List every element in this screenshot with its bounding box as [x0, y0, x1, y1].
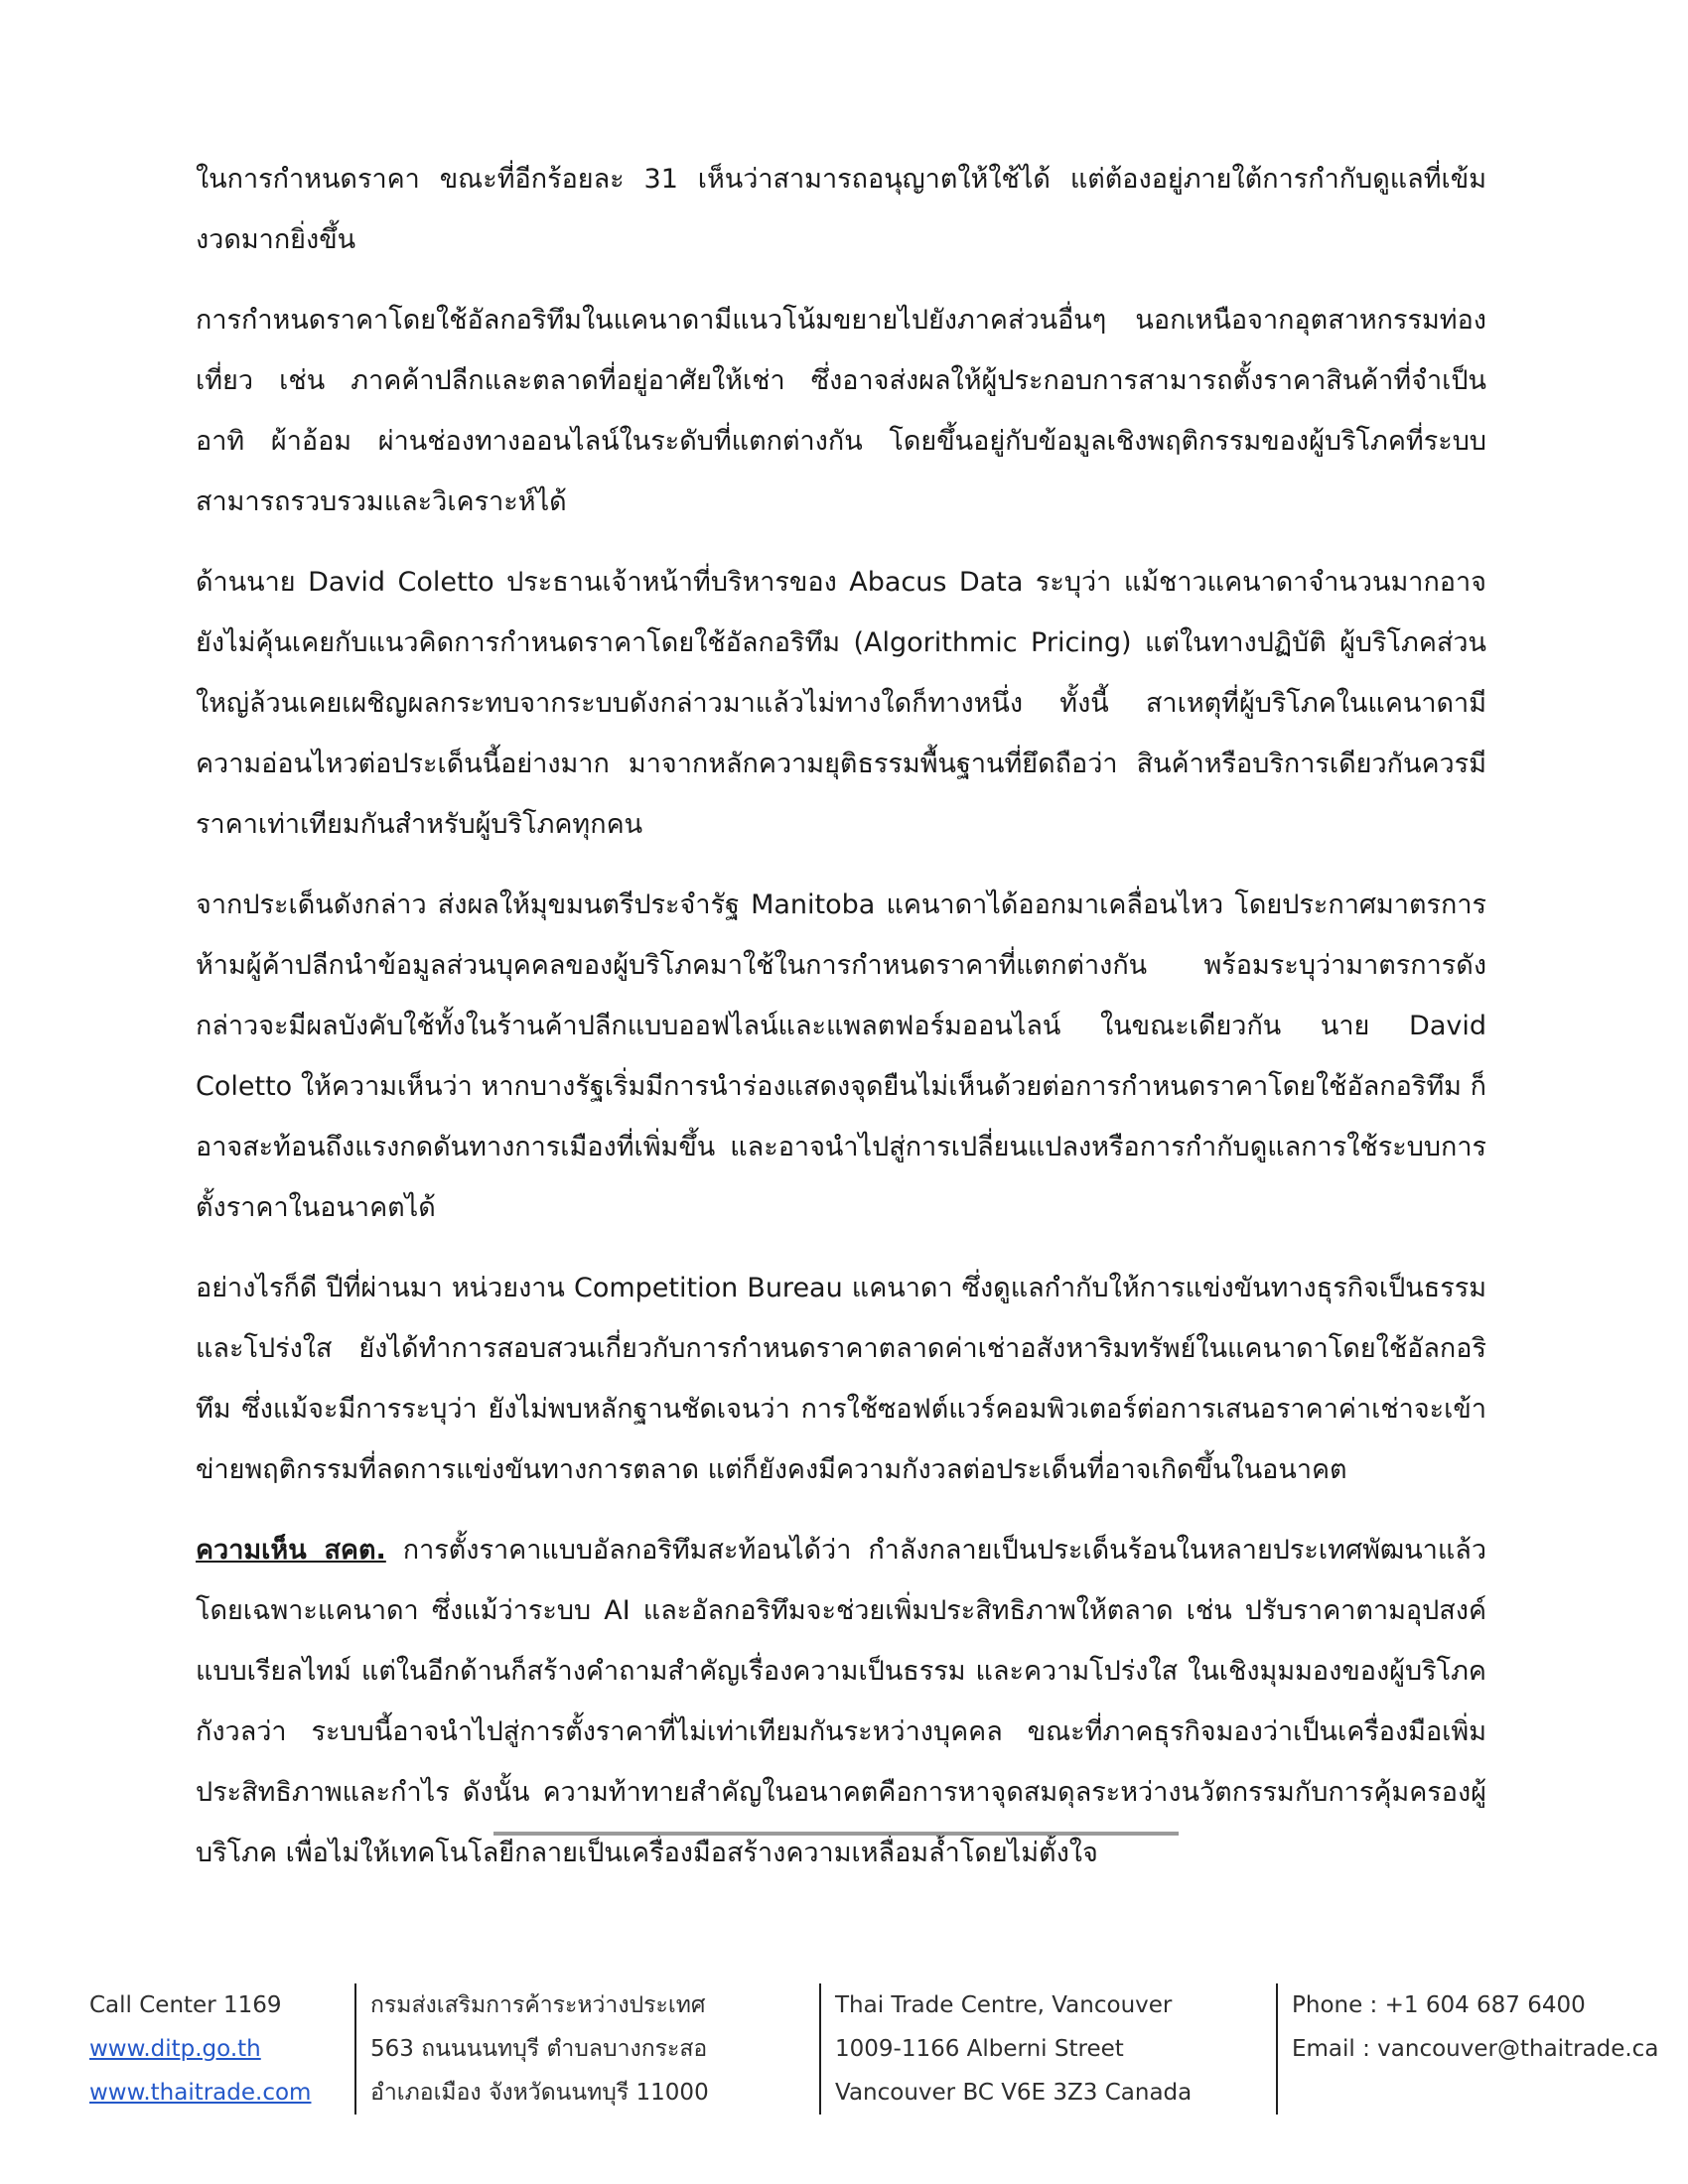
paragraph-text: การตั้งราคาแบบอัลกอริทึมสะท้อนได้ว่า กำลังกลายเป็นประเด็นร้อนในหลายประเทศพัฒนาแล้ว โดยเฉพาะแคนาดา ซึ่งแม้ว่าระบบ AI และอัลกอริทึมจะช่วยเพิ่มประสิทธิภาพให้ตลาด เช่น ปรับราคาตามอุปสงค์แบบเรียลไทม์ แต่ในอีกด้านก็สร้างคำถามสำคัญเรื่องความเป็นธรรม และความโปร่งใส ในเชิงมุมมองของผู้บริโภคกังวลว่า ระบบนี้อาจนำไปสู่การตั้งราคาที่ไม่เท่าเทียมกันระหว่างบุคคล ขณะที่ภาคธุรกิจมองว่าเป็นเครื่องมือเพิ่มประสิทธิภาพและกำไร ดังนั้น ความท้าทายสำคัญในอนาคตคือการหาจุดสมดุลระหว่างนวัตกรรมกับการคุ้มครองผู้บริโภค เพื่อไม่ให้เทคโนโลยีกลายเป็นเครื่องมือสร้างความเหลื่อมล้ำโดยไม่ตั้งใจ — [196, 1535, 1486, 1868]
paragraph-text: การกำหนดราคาโดยใช้อัลกอริทึมในแคนาดามีแนวโน้มขยายไปยังภาคส่วนอื่นๆ นอกเหนือจากอุตสาหกรรมท่องเที่ยว เช่น ภาคค้าปลีกและตลาดที่อยู่อาศัยให้เช่า ซึ่งอาจส่งผลให้ผู้ประกอบการสามารถตั้งราคาสินค้าที่จำเป็น อาทิ ผ้าอ้อม ผ่านช่องทางออนไลน์ในระดับที่แตกต่างกัน โดยขึ้นอยู่กับข้อมูลเชิงพฤติกรรมของผู้บริโภคที่ระบบสามารถรวบรวมและวิเคราะห์ได้ — [196, 305, 1486, 517]
paragraph-text: อย่างไรก็ดี ปีที่ผ่านมา หน่วยงาน Competition Bureau แคนาดา ซึ่งดูแลกำกับให้การแข่งขันทางธุรกิจเป็นธรรมและโปร่งใส ยังได้ทำการสอบสวนเกี่ยวกับการกำหนดราคาตลาดค่าเช่าอสังหาริมทรัพย์ในแคนาดาโดยใช้อัลกอริทึม ซึ่งแม้จะมีการระบุว่า ยังไม่พบหลักฐานชัดเจนว่า การใช้ซอฟต์แวร์คอมพิวเตอร์ต่อการเสนอราคาค่าเช่าจะเข้าข่ายพฤติกรรมที่ลดการแข่งขันทางการตลาด แต่ก็ยังคงมีความกังวลต่อประเด็นที่อาจเกิดขึ้นในอนาคต — [196, 1273, 1486, 1485]
email-address: Email : vancouver@thaitrade.ca — [1292, 2036, 1659, 2062]
paragraph-text: จากประเด็นดังกล่าว ส่งผลให้มุขมนตรีประจำรัฐ Manitoba แคนาดาได้ออกมาเคลื่อนไหว โดยประกาศมาตรการห้ามผู้ค้าปลีกนำข้อมูลส่วนบุคคลของผู้บริโภคมาใช้ในการกำหนดราคาที่แตกต่างกัน พร้อมระบุว่ามาตรการดังกล่าวจะมีผลบังคับใช้ทั้งในร้านค้าปลีกแบบออฟไลน์และแพลตฟอร์มออนไลน์ ในขณะเดียวกัน นาย David Coletto ให้ความเห็นว่า หากบางรัฐเริ่มมีการนำร่องแสดงจุดยืนไม่เห็นด้วยต่อการกำหนดราคาโดยใช้อัลกอริทึม ก็อาจสะท้อนถึงแรงกดดันทางการเมืองที่เพิ่มขึ้น และอาจนำไปสู่การเปลี่ยนแปลงหรือการกำกับดูแลการใช้ระบบการตั้งราคาในอนาคตได้ — [196, 889, 1486, 1223]
ditp-link[interactable]: www.ditp.go.th — [89, 2036, 261, 2062]
paragraph-1 — [196, 149, 1486, 270]
opinion-lead: ความเห็น สคต. — [196, 1535, 386, 1566]
paragraph-2 — [196, 290, 1486, 532]
call-center-label: Call Center 1169 — [89, 1992, 282, 2018]
paragraph-3 — [196, 552, 1486, 855]
paragraph-text: ในการกำหนดราคา ขณะที่อีกร้อยละ 31 เห็นว่าสามารถอนุญาตให้ใช้ได้ แต่ต้องอยู่ภายใต้การกำกับดูแลที่เข้มงวดมากยิ่งขึ้น — [196, 164, 1486, 255]
office-name: Thai Trade Centre, Vancouver — [835, 1992, 1173, 2018]
page-footer — [0, 1983, 1688, 2113]
section-divider — [493, 1832, 1179, 1836]
paragraph-opinion — [196, 1520, 1486, 1883]
thaitrade-link[interactable]: www.thaitrade.com — [89, 2080, 312, 2106]
footer-vancouver-address-column — [819, 1983, 1192, 2115]
paragraph-5 — [196, 1258, 1486, 1500]
office-address-line-2: Vancouver BC V6E 3Z3 Canada — [835, 2080, 1193, 2106]
ditp-address-line-2: อำเภอเมือง จังหวัดนนทบุรี 11000 — [370, 2080, 709, 2106]
ditp-address-line-1: 563 ถนนนนทบุรี ตำบลบางกระสอ — [370, 2036, 708, 2062]
paragraph-4 — [196, 875, 1486, 1238]
document-body — [196, 149, 1486, 1903]
footer-contact-column — [89, 1983, 311, 2115]
office-address-line-1: 1009-1166 Alberni Street — [835, 2036, 1124, 2062]
footer-ditp-address-column — [354, 1983, 709, 2115]
ditp-name: กรมส่งเสริมการค้าระหว่างประเทศ — [370, 1992, 706, 2018]
footer-phone-email-column — [1276, 1983, 1658, 2115]
paragraph-text: ด้านนาย David Coletto ประธานเจ้าหน้าที่บริหารของ Abacus Data ระบุว่า แม้ชาวแคนาดาจำนวนมากอาจยังไม่คุ้นเคยกับแนวคิดการกำหนดราคาโดยใช้อัลกอริทึม (Algorithmic Pricing) แต่ในทางปฏิบัติ ผู้บริโภคส่วนใหญ่ล้วนเคยเผชิญผลกระทบจากระบบดังกล่าวมาแล้วไม่ทางใดก็ทางหนึ่ง ทั้งนี้ สาเหตุที่ผู้บริโภคในแคนาดามีความอ่อนไหวต่อประเด็นนี้อย่างมาก มาจากหลักความยุติธรรมพื้นฐานที่ยึดถือว่า สินค้าหรือบริการเดียวกันควรมีราคาเท่าเทียมกันสำหรับผู้บริโภคทุกคน — [196, 567, 1486, 840]
phone-number: Phone : +1 604 687 6400 — [1292, 1992, 1586, 2018]
